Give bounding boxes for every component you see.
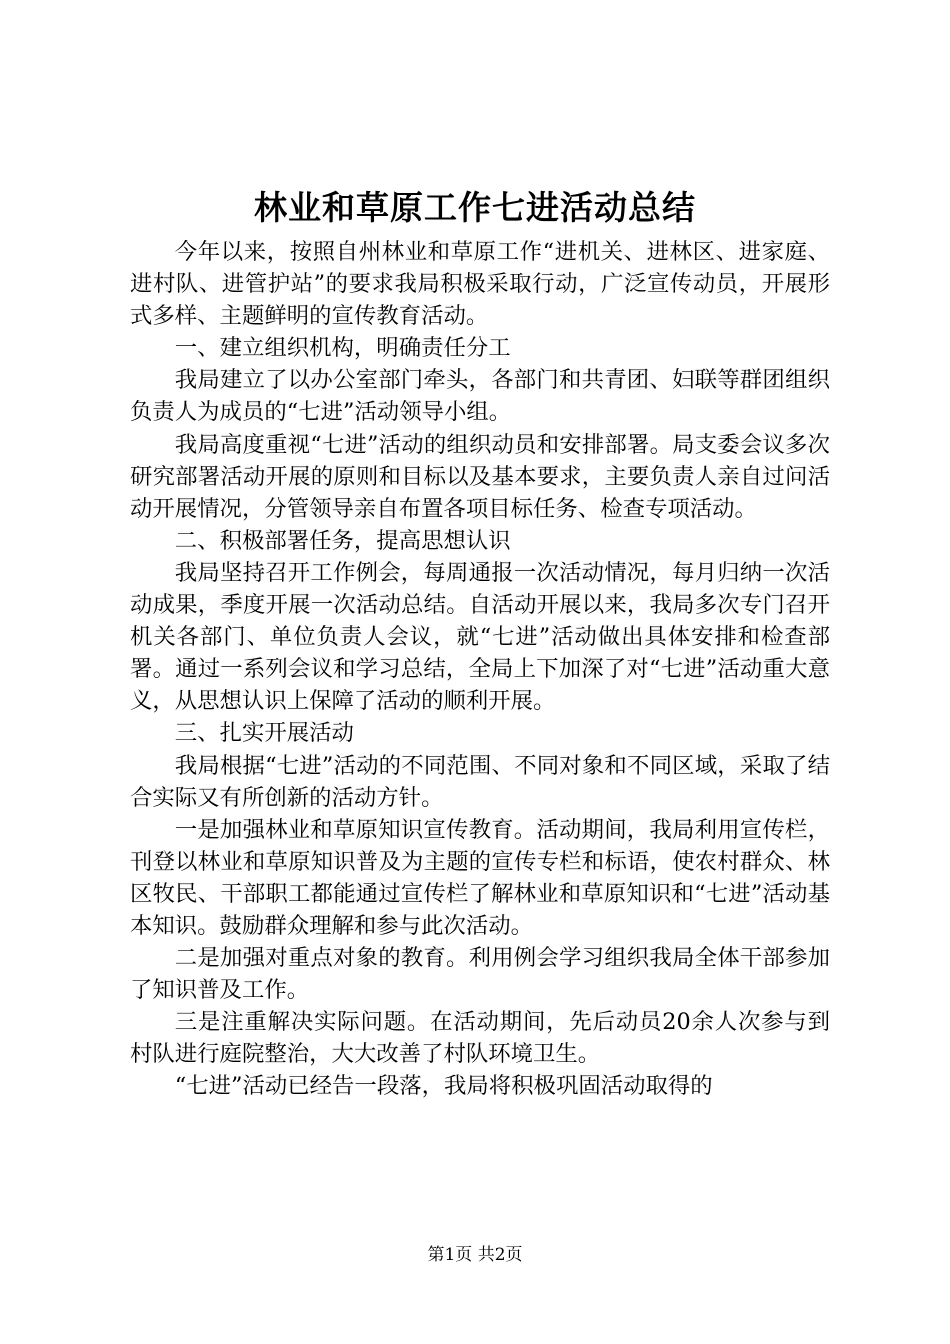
section-heading: 三、扎实开展活动 [174, 720, 354, 747]
document-title: 林业和草原工作七进活动总结 [254, 188, 696, 227]
document-body [130, 236, 830, 1103]
paragraph: 我局根据“七进”活动的不同范围、不同对象和不同区域，采取了结合实际又有所创新的活动方针。 [130, 752, 830, 811]
section-heading: 一、建立组织机构，明确责任分工 [174, 335, 511, 362]
paragraph: 我局坚持召开工作例会，每周通报一次活动情况，每月归纳一次活动成果，季度开展一次活动总结。自活动开展以来，我局多次专门召开机关各部门、单位负责人会议，就“七进”活动做出具体安排和检查部署。通过一系列会议和学习总结，全局上下加深了对“七进”活动重大意义，从思想认识上保障了活动的顺利开展。 [130, 559, 830, 715]
page-footer: 第1页 共2页 [427, 1245, 523, 1265]
section-heading: 二、积极部署任务，提高思想认识 [174, 527, 511, 554]
paragraph: 三是注重解决实际问题。在活动期间，先后动员20余人次参与到村队进行庭院整治，大大改善了村队环境卫生。 [130, 1009, 830, 1068]
paragraph: 我局高度重视“七进”活动的组织动员和安排部署。局支委会议多次研究部署活动开展的原则和目标以及基本要求，主要负责人亲自过问活动开展情况，分管领导亲自布置各项目标任务、检查专项活动。 [130, 431, 830, 522]
paragraph: 我局建立了以办公室部门牵头，各部门和共青团、妇联等群团组织负责人为成员的“七进”活动领导小组。 [130, 367, 830, 426]
paragraph: 二是加强对重点对象的教育。利用例会学习组织我局全体干部参加了知识普及工作。 [130, 945, 830, 1004]
paragraph: 一是加强林业和草原知识宣传教育。活动期间，我局利用宣传栏，刊登以林业和草原知识普及为主题的宣传专栏和标语，使农村群众、林区牧民、干部职工都能通过宣传栏了解林业和草原知识和“七进”活动基本知识。鼓励群众理解和参与此次活动。 [130, 816, 830, 939]
paragraph: “七进”活动已经告一段落，我局将积极巩固活动取得的 [174, 1073, 713, 1100]
paragraph: 今年以来，按照自州林业和草原工作“进机关、进林区、进家庭、进村队、进管护站”的要求我局积极采取行动，广泛宣传动员，开展形式多样、主题鲜明的宣传教育活动。 [130, 239, 830, 330]
